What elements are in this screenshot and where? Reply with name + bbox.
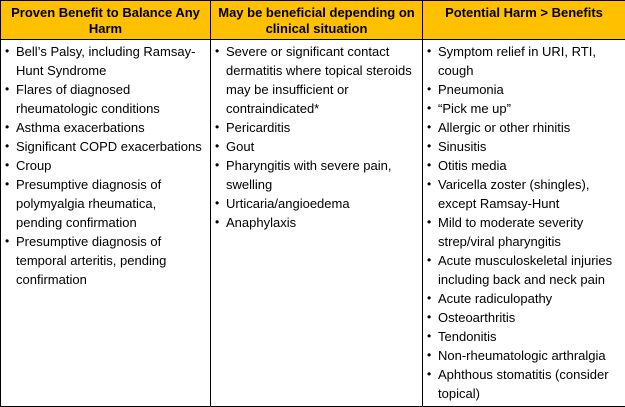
bullet-icon: • <box>215 139 220 153</box>
may-be-beneficial-list <box>214 42 418 232</box>
list-item-text: Acute radiculopathy <box>438 291 553 306</box>
list-item-text: Asthma exacerbations <box>16 120 145 135</box>
list-item-text: Urticaria/angioedema <box>226 196 350 211</box>
bullet-icon: • <box>5 139 10 153</box>
list-item-text: Acute musculoskeletal injuries including back and neck pain <box>438 253 613 287</box>
header-row <box>1 1 625 40</box>
list-item-text: Croup <box>16 158 52 173</box>
list-item <box>426 346 621 365</box>
bullet-icon: • <box>215 120 220 134</box>
list-item-text: Flares of diagnosed rheumatologic conditions <box>16 82 160 116</box>
list-item-text: Varicella zoster (shingles), except Ramsay-Hunt <box>438 177 590 211</box>
list-item <box>426 365 621 403</box>
list-item <box>426 42 621 80</box>
list-item-text: Otitis media <box>438 158 507 173</box>
bullet-icon: • <box>427 82 432 96</box>
bullet-icon: • <box>427 367 432 381</box>
header-may-be-beneficial: May be beneficial depending on clinical situation <box>211 1 423 40</box>
list-item <box>426 99 621 118</box>
list-item-text: Pharyngitis with severe pain, swelling <box>226 158 392 192</box>
list-item-text: Severe or significant contact dermatitis where topical steroids may be insufficient or contraindicated* <box>226 44 412 116</box>
bullet-icon: • <box>427 101 432 115</box>
list-item-text: Anaphylaxis <box>226 215 297 230</box>
bullet-icon: • <box>215 44 220 58</box>
proven-benefit-list <box>4 42 206 289</box>
bullet-icon: • <box>5 44 10 58</box>
bullet-icon: • <box>427 139 432 153</box>
column-potential-harm <box>423 40 625 407</box>
list-item <box>214 194 418 213</box>
list-item <box>4 118 206 137</box>
bullet-icon: • <box>427 215 432 229</box>
list-item <box>4 175 206 232</box>
list-item <box>426 80 621 99</box>
bullet-icon: • <box>5 120 10 134</box>
list-item <box>214 213 418 232</box>
list-item <box>426 251 621 289</box>
potential-harm-list <box>426 42 621 403</box>
list-item-text: Mild to moderate severity strep/viral pharyngitis <box>438 215 584 249</box>
list-item <box>426 213 621 251</box>
list-item-text: Non-rheumatologic arthralgia <box>438 348 606 363</box>
list-item <box>426 327 621 346</box>
list-item-text: Gout <box>226 139 255 154</box>
bullet-icon: • <box>427 120 432 134</box>
list-item-text: Aphthous stomatitis (consider topical) <box>438 367 609 401</box>
bullet-icon: • <box>427 329 432 343</box>
list-item <box>214 156 418 194</box>
bullet-icon: • <box>5 234 10 248</box>
list-item-text: Symptom relief in URI, RTI, cough <box>438 44 596 78</box>
list-item-text: Significant COPD exacerbations <box>16 139 202 154</box>
list-item <box>426 118 621 137</box>
list-item-text: Presumptive diagnosis of temporal arteritis, pending confirmation <box>16 234 167 287</box>
list-item-text: Osteoarthritis <box>438 310 516 325</box>
list-item <box>4 137 206 156</box>
header-potential-harm: Potential Harm > Benefits <box>423 1 625 40</box>
bullet-icon: • <box>5 177 10 191</box>
body-row <box>1 40 625 407</box>
list-item-text: Sinusitis <box>438 139 487 154</box>
list-item <box>4 80 206 118</box>
list-item <box>426 137 621 156</box>
list-item-text: “Pick me up” <box>438 101 511 116</box>
bullet-icon: • <box>427 177 432 191</box>
list-item <box>426 308 621 327</box>
list-item <box>4 156 206 175</box>
bullet-icon: • <box>427 158 432 172</box>
bullet-icon: • <box>427 310 432 324</box>
list-item-text: Tendonitis <box>438 329 497 344</box>
bullet-icon: • <box>5 158 10 172</box>
bullet-icon: • <box>215 196 220 210</box>
list-item <box>214 42 418 118</box>
list-item-text: Presumptive diagnosis of polymyalgia rheumatica, pending confirmation <box>16 177 162 230</box>
bullet-icon: • <box>215 158 220 172</box>
bullet-icon: • <box>427 44 432 58</box>
list-item <box>426 289 621 308</box>
column-proven-benefit <box>1 40 211 407</box>
list-item <box>214 118 418 137</box>
bullet-icon: • <box>427 291 432 305</box>
list-item-text: Pericarditis <box>226 120 291 135</box>
list-item-text: Allergic or other rhinitis <box>438 120 571 135</box>
header-proven-benefit: Proven Benefit to Balance Any Harm <box>1 1 211 40</box>
column-may-be-beneficial <box>211 40 423 407</box>
list-item <box>4 42 206 80</box>
bullet-icon: • <box>427 348 432 362</box>
bullet-icon: • <box>5 82 10 96</box>
list-item <box>426 156 621 175</box>
list-item <box>4 232 206 289</box>
bullet-icon: • <box>215 215 220 229</box>
bullet-icon: • <box>427 253 432 267</box>
list-item <box>426 175 621 213</box>
list-item <box>214 137 418 156</box>
list-item-text: Bell’s Palsy, including Ramsay-Hunt Syndrome <box>16 44 196 78</box>
list-item-text: Pneumonia <box>438 82 504 97</box>
